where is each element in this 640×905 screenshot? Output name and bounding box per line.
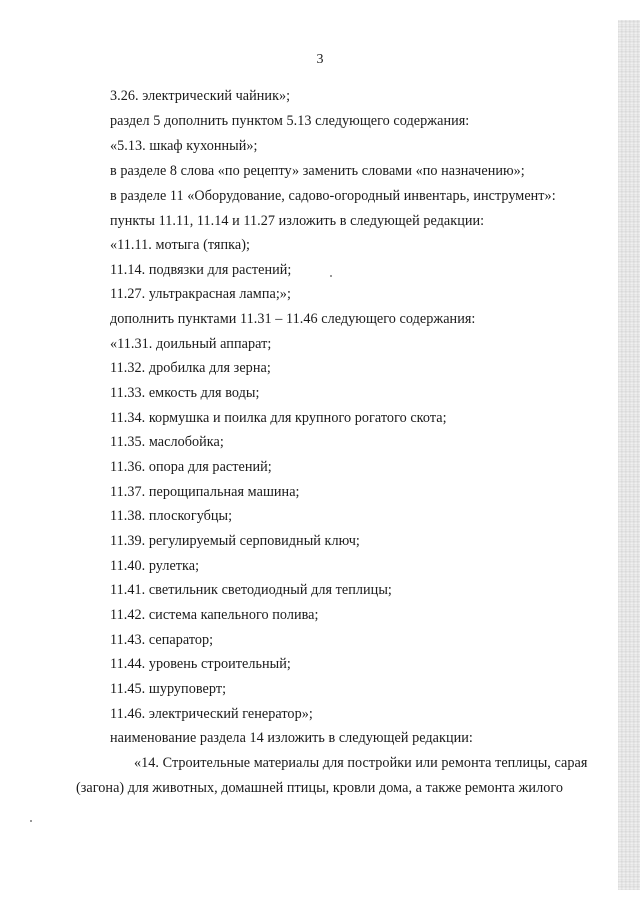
text-line: «5.13. шкаф кухонный»; [110,138,258,154]
text-line: 11.39. регулируемый серповидный ключ; [110,533,360,549]
paragraph-continuation-line: (загона) для животных, домашней птицы, кровли дома, а также ремонта жилого [76,780,564,796]
text-line: 11.42. система капельного полива; [110,607,319,623]
text-line: наименование раздела 14 изложить в следующей редакции: [110,730,473,746]
page-number: 3 [316,52,324,67]
text-line: 11.44. уровень строительный; [110,656,291,672]
text-line: дополнить пунктами 11.31 – 11.46 следующего содержания: [110,311,476,327]
text-line: 11.37. перощипальная машина; [110,484,300,500]
text-line: 11.27. ультракрасная лампа;»; [110,286,291,302]
scan-edge-noise [618,20,640,890]
text-line: «11.31. доильный аппарат; [110,336,272,352]
text-line: 11.14. подвязки для растений; [110,262,292,278]
text-line: «11.11. мотыга (тяпка); [110,237,250,253]
text-line: 11.34. кормушка и поилка для крупного рогатого скота; [110,410,447,426]
text-line: 11.43. сепаратор; [110,632,214,648]
scan-speck [330,275,332,277]
text-line: 11.41. светильник светодиодный для теплицы; [110,582,392,598]
text-line: 11.46. электрический генератор»; [110,706,313,722]
text-line: 11.32. дробилка для зерна; [110,360,271,376]
text-line: пункты 11.11, 11.14 и 11.27 изложить в следующей редакции: [110,213,485,229]
text-line: 11.36. опора для растений; [110,459,272,475]
paragraph-first-line: «14. Строительные материалы для постройки или ремонта теплицы, сарая [134,755,588,771]
text-line: 11.45. шуруповерт; [110,681,227,697]
text-line: в разделе 11 «Оборудование, садово-огородный инвентарь, инструмент»: [110,188,556,204]
text-line: в разделе 8 слова «по рецепту» заменить словами «по назначению»; [110,163,525,179]
text-line: 3.26. электрический чайник»; [110,88,291,104]
scan-speck [30,820,32,822]
text-line: 11.35. маслобойка; [110,434,224,450]
text-line: 11.33. емкость для воды; [110,385,260,401]
text-line: 11.40. рулетка; [110,558,200,574]
text-line: 11.38. плоскогубцы; [110,508,233,524]
text-line: раздел 5 дополнить пунктом 5.13 следующего содержания: [110,113,470,129]
